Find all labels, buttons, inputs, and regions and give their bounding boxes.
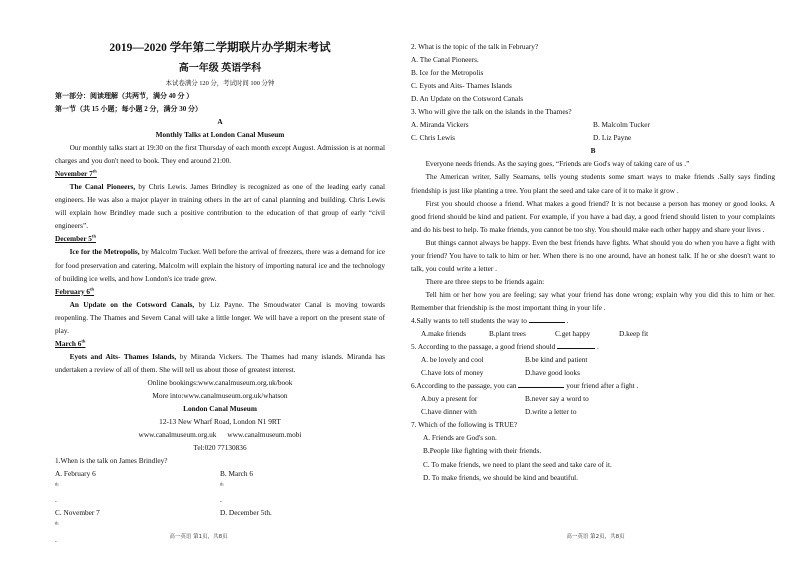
- passage-paragraph: There are three steps to be friends again:: [425, 276, 545, 286]
- museum-name: London Canal Museum: [183, 404, 257, 414]
- page-footer: 高一英语 第2页，共8页: [566, 534, 625, 540]
- question-5-options: [411, 353, 775, 366]
- option-a[interactable]: A. February 6 $^{th}$ .: [55, 469, 96, 505]
- passage-letter: B: [590, 146, 596, 156]
- page-2-column: [411, 40, 775, 484]
- passage-paragraph: The American writer, Sally Seamans, tells young students some smart ways to make friends .Sally says finding friendship is just like planting a tree. You plant the seed and take care of it to make it grow .: [411, 172, 775, 195]
- talk-date: March 6th: [55, 338, 86, 348]
- talk-paragraph: The Canal Pioneers, by Chris Lewis. James Brindley is recognized as one of the leading early canal engineers. He was also a major player in training others in the art of canal planning and building. Chris Lewis will explain how Brindley made such a positive contribution to the education of that group of early “civil engineers”.: [55, 182, 385, 231]
- part-heading: 第一部分：阅读理解（共两节，满分 40 分 ）: [55, 92, 194, 100]
- question-1-options: [55, 467, 385, 506]
- question-4: 4.Sally wants to tell students the way to .: [411, 315, 569, 325]
- exam-note: 本试卷满分 120 分，考试时间 100 分钟: [165, 80, 275, 87]
- talk-date: November 7th: [55, 168, 97, 179]
- option-d[interactable]: D.have good looks: [525, 368, 580, 378]
- museum-tel: Tel:020 77130836: [193, 443, 247, 453]
- answer-blank[interactable]: [529, 314, 565, 323]
- option-d[interactable]: D.write a letter to: [525, 407, 577, 417]
- option-a[interactable]: A. Miranda Vickers: [411, 120, 469, 130]
- option-c[interactable]: C.have lots of money: [421, 368, 484, 378]
- question-3-options: [411, 118, 775, 131]
- question-6: 6.According to the passage, you can your friend after a fight .: [411, 381, 639, 391]
- page-footer: 高一英语 第1页，共8页: [169, 534, 228, 540]
- option-c[interactable]: C. November 7 $^{th}$ .: [55, 508, 100, 544]
- section-heading: 第一节（共 15 小题；每小题 2 分，满分 30 分）: [55, 104, 202, 113]
- question-5: 5. According to the passage, a good friend should .: [411, 342, 599, 352]
- talk-date: December 5th: [55, 234, 96, 244]
- page-2: [397, 0, 794, 561]
- option-b[interactable]: B. Ice for the Metropolis: [411, 68, 484, 78]
- option-c[interactable]: C. To make friends, we need to plant the seed and take care of it.: [423, 459, 612, 469]
- question-3: 3. Who will give the talk on the islands in the Thames?: [411, 107, 572, 117]
- option-d[interactable]: D.keep fit: [619, 329, 649, 339]
- question-7: 7. Which of the following is TRUE?: [411, 420, 518, 430]
- question-4-options: [411, 327, 775, 340]
- option-b[interactable]: B. March 6 $^{th}$ .: [220, 469, 254, 505]
- question-3-options: [411, 131, 775, 144]
- option-a[interactable]: A.make friends: [421, 329, 466, 339]
- booking-line: Online bookings:www.canalmuseum.org.uk/book: [147, 377, 293, 387]
- option-a[interactable]: A. The Canal Pioneers.: [411, 55, 479, 65]
- passage-letter: A: [217, 117, 223, 126]
- question-6-options: [411, 392, 775, 405]
- option-b[interactable]: B.People like fighting with their friends.: [423, 446, 542, 456]
- option-c[interactable]: C.have dinner with: [421, 407, 477, 417]
- answer-blank[interactable]: [557, 340, 595, 349]
- talk-paragraph: Ice for the Metropolis, by Malcolm Tucker. Well before the arrival of freezers, there was a demand for ice for food preservation and catering, Malcolm will explain the history of importing natural ice and the technology of building ice wells, and how London's ice trade grew.: [55, 247, 385, 283]
- museum-websites: www.canalmuseum.org.uk www.canalmuseum.mobi: [138, 430, 302, 440]
- passage-paragraph: First you should choose a friend. What makes a good friend? It is not because a person has money or good looks. A good friend should be kind and patient. For example, if you have a bad day, a good friend should listen to your complaints and do his best to help. To make friends, you cannot be too shy. You should make each other happy and share your lives .: [411, 198, 775, 234]
- museum-address: 12-13 New Wharf Road, London N1 9RT: [159, 417, 281, 427]
- option-c[interactable]: C.get happy: [555, 329, 591, 339]
- exam-subtitle: 高一年级 英语学科: [178, 63, 262, 74]
- question-2: 2. What is the topic of the talk in February?: [411, 42, 539, 51]
- question-1: 1.When is the talk on James Brindley?: [55, 456, 168, 466]
- intro-paragraph: Our monthly talks start at 19:30 on the first Thursday of each month except August. Admission is at normal charges and you don't need to book. They end around 21:00.: [55, 143, 385, 166]
- talk-date: February 6th: [55, 286, 95, 296]
- question-5-options: [411, 366, 775, 379]
- talk-paragraph: An Update on the Cotsword Canals, by Liz Payne. The Smoudwater Canal is moving towards reopenling. The Thames and Severn Canal will take a little longer. We will have a report on the present state of play.: [55, 299, 385, 335]
- option-a[interactable]: A. Friends are God's son.: [423, 433, 497, 443]
- option-a[interactable]: A.buy a present for: [421, 394, 478, 404]
- option-b[interactable]: B.never say a word to: [525, 394, 589, 404]
- option-b[interactable]: B.be kind and patient: [525, 355, 588, 365]
- passage-paragraph: But things cannot always be happy. Even the best friends have fights. What should you do when you have a fight with your friend? You have to talk to him or her. When there is no one around, have an honest talk. If he or she doesn't want to talk, you could write a letter .: [411, 237, 775, 273]
- passage-paragraph: Everyone needs friends. As the saying goes, “Friends are God's way of taking care of us .”: [425, 159, 690, 169]
- more-info-line: More into:www.canalmuseum.org.uk/whatson: [152, 390, 288, 400]
- option-a[interactable]: A. be lovely and cool: [421, 355, 484, 365]
- talk-paragraph: Eyots and Aits- Thames Islands, by Miranda Vickers. The Thames had many islands. Miranda has undertaken a review of all of them. She will tell us about those of greatest interest.: [55, 351, 385, 374]
- option-d[interactable]: D. Liz Payne: [593, 133, 632, 143]
- exam-title: 2019—2020 学年第二学期联片办学期末考试: [109, 42, 331, 54]
- option-b[interactable]: B. Malcolm Tucker: [593, 120, 650, 130]
- option-d[interactable]: D. December 5th.: [220, 508, 272, 518]
- page-1-column: [55, 38, 385, 546]
- question-6-options: [411, 405, 775, 418]
- option-c[interactable]: C. Chris Lewis: [411, 133, 455, 143]
- option-c[interactable]: C. Eyots and Aits- Thames Islands: [411, 81, 512, 91]
- option-d[interactable]: D. An Update on the Cotsword Canals: [411, 94, 524, 104]
- option-d[interactable]: D. To make friends, we should be kind and beautiful.: [423, 472, 578, 482]
- passage-paragraph: Tell him or her how you are feeling; say what your friend has done wrong; explain why you did this to him or her. Remember that friendship is the most important thing in your life .: [411, 289, 775, 312]
- option-b[interactable]: B.plant trees: [489, 329, 526, 339]
- passage-title: Monthly Talks at London Canal Museum: [155, 130, 285, 140]
- answer-blank[interactable]: [518, 379, 564, 388]
